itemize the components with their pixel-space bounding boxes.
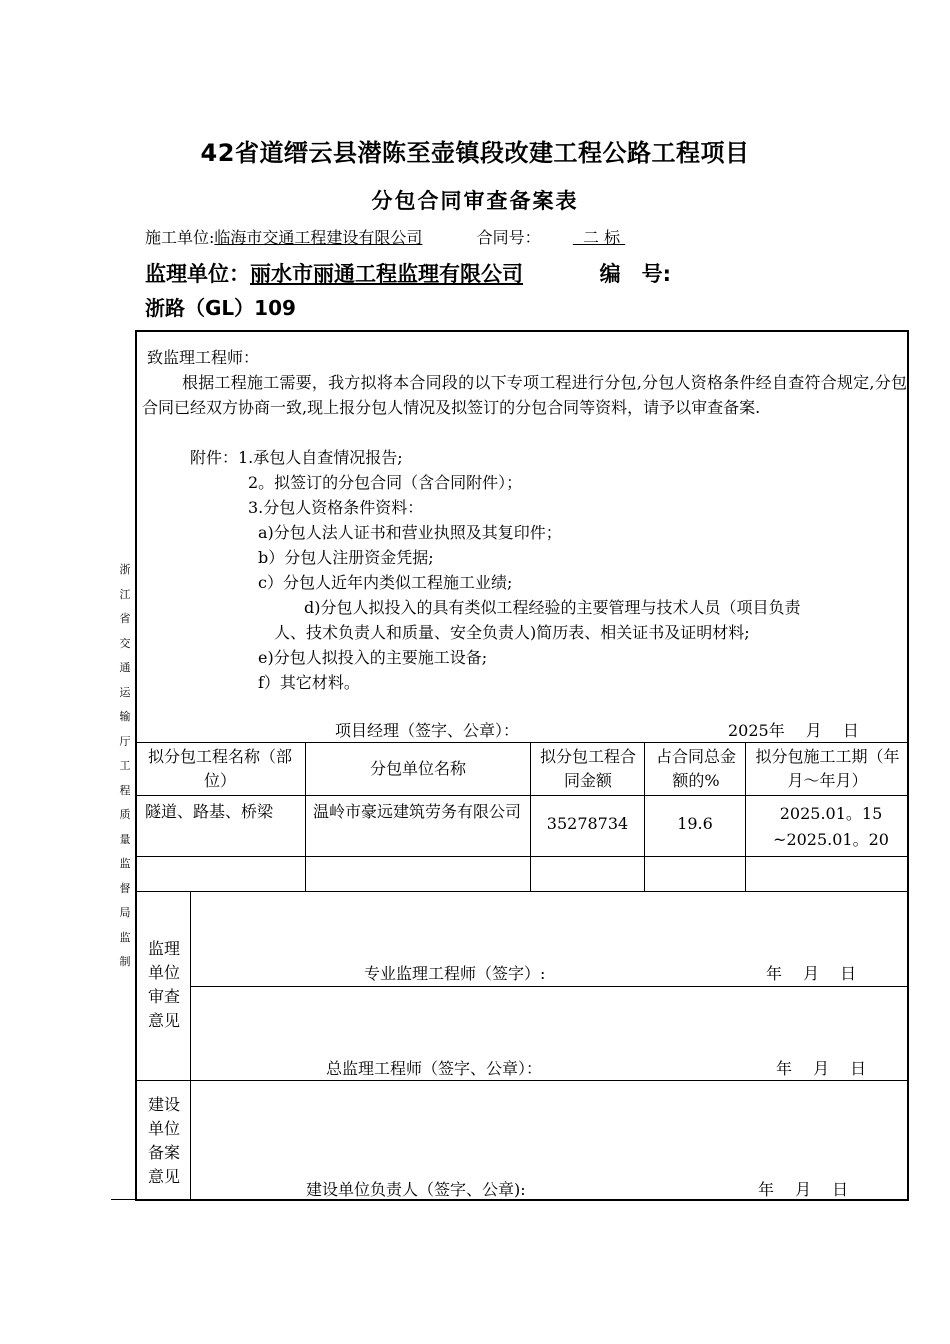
- owner-date: 年 月 日: [758, 1180, 849, 1199]
- construction-unit-line: [145, 225, 625, 248]
- number-label: 编 号:: [599, 262, 672, 286]
- table-cell-percent: 19.6: [677, 814, 713, 833]
- table-row-border: [136, 856, 908, 857]
- attachment-item-d-line2: 人、技术负责人和质量、安全负责人)简历表、相关证书及证明材料;: [274, 623, 750, 642]
- salutation: 致监理工程师：: [147, 348, 260, 367]
- attachment-item-e: e)分包人拟投入的主要施工设备;: [258, 648, 488, 667]
- table-cell-amount: 35278734: [546, 814, 629, 833]
- table-header-border: [136, 795, 908, 796]
- project-manager-signature: 项目经理（签字、公章）：: [335, 721, 520, 740]
- contract-no-value: 二 标: [582, 228, 621, 247]
- table-header-cell: 拟分包工程名称（部位）: [147, 747, 292, 790]
- side-divider: [111, 1199, 137, 1200]
- attachment-item-b: b）分包人注册资金凭据;: [258, 548, 434, 567]
- letter-body: 根据工程施工需要，我方拟将本合同段的以下专项工程进行分包,分包人资格条件经自查符合规定,分包合同已经双方协商一致,现上报分包人情况及拟签订的分包合同等资料，请予以审查备案.: [142, 373, 907, 417]
- review-mid-border: [190, 986, 908, 987]
- supervision-unit-line: [145, 258, 671, 288]
- review-label-divider: [190, 891, 191, 1200]
- number-value: 浙路（GL）109: [145, 296, 296, 320]
- chief-engineer-signature: 总监理工程师（签字、公章）：: [326, 1059, 543, 1078]
- project-manager-date: 2025年 月 日: [728, 721, 859, 740]
- attachment-3: 3.分包人资格条件资料：: [248, 498, 424, 517]
- supervision-unit-value: 丽水市丽通工程监理有限公司: [250, 262, 523, 286]
- side-note: 浙 江 省 交 通 运 输 厅 工 程 质 量 监 督 局 监 制: [119, 563, 131, 968]
- attachment-2: 2。拟签订的分包合同（含合同附件）；: [248, 473, 523, 492]
- owner-signature: 建设单位负责人（签字、公章):: [306, 1180, 526, 1199]
- attachment-item-f: f）其它材料。: [258, 673, 360, 692]
- document-title: 42省道缙云县潜陈至壶镇段改建工程公路工程项目: [200, 139, 750, 167]
- table-header-cell: 分包单位名称: [369, 759, 466, 778]
- attachment-1: 附件：1.承包人自查情况报告;: [190, 448, 403, 467]
- specialist-engineer-date: 年 月 日: [766, 964, 857, 983]
- document-subtitle: 分包合同审查备案表: [371, 189, 579, 213]
- owner-record-label: 建设单位备案意见: [147, 1095, 180, 1186]
- construction-unit-label: 施工单位:: [145, 228, 215, 247]
- chief-engineer-date: 年 月 日: [776, 1059, 867, 1078]
- table-cell-project: 隧道、路基、桥梁: [145, 802, 274, 821]
- table-col-divider: [745, 742, 746, 891]
- supervision-unit-label: 监理单位：: [145, 262, 250, 286]
- specialist-engineer-signature: 专业监理工程师（签字）:: [364, 964, 546, 983]
- attachment-item-a: a)分包人法人证书和营业执照及其复印件；: [258, 523, 562, 542]
- table-header-cell: 拟分包工程合同金额: [539, 747, 636, 790]
- table-header-cell: 占合同总金额的%: [655, 747, 736, 790]
- table-cell-subcontractor: 温岭市豪远建筑劳务有限公司: [312, 802, 521, 821]
- attachment-item-c: c）分包人近年内类似工程施工业绩;: [258, 573, 513, 592]
- supervision-review-label: 监理单位审查意见: [147, 939, 180, 1030]
- table-top-border: [136, 742, 908, 743]
- construction-unit-value: 临海市交通工程建设有限公司: [214, 228, 423, 247]
- table-cell-period: 2025.01。15 ~2025.01。20: [773, 804, 889, 849]
- table-bottom-border: [136, 891, 908, 892]
- contract-no-label: 合同号：: [476, 228, 541, 247]
- table-header-cell: 拟分包施工工期（年月～年月）: [755, 747, 900, 790]
- attachment-item-d-line1: d)分包人拟投入的具有类似工程经验的主要管理与技术人员（项目负责: [304, 598, 801, 617]
